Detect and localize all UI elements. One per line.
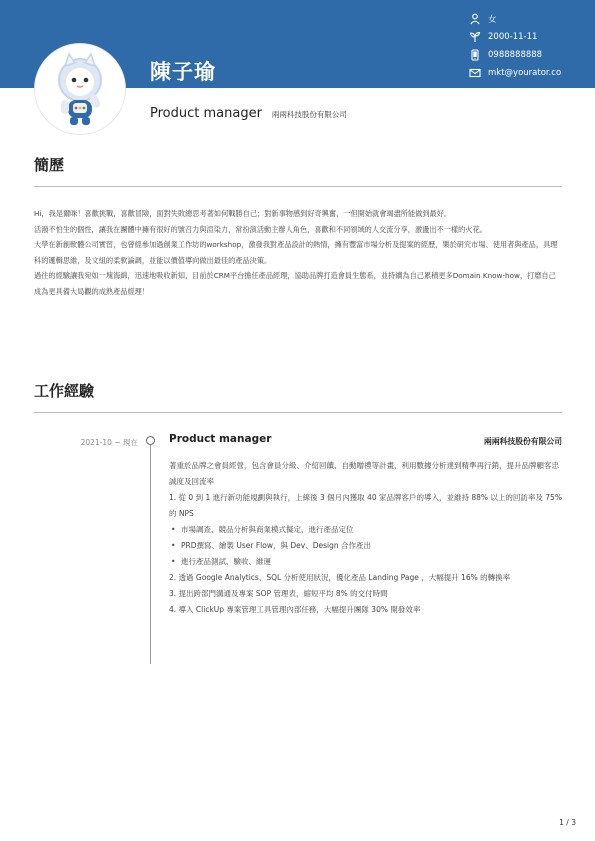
experience-bullet: [169, 522, 562, 538]
contact-phone: [469, 46, 561, 64]
experience-divider: [34, 412, 562, 413]
gender-value: 女: [488, 15, 497, 25]
headline-job-title: Product manager: [150, 106, 262, 121]
experience-point: 3. 提出跨部門溝通及專案 SOP 管理表，縮短平均 8% 的交付時間: [169, 589, 388, 598]
sprout-icon: [469, 31, 481, 43]
experience-point: 2. 透過 Google Analytics、SQL 分析使用狀況，優化產品 Landing Page ，大幅提升 16% 的轉換率: [169, 573, 511, 582]
phone-value[interactable]: 0988888888: [488, 50, 543, 60]
experience-company: 兩兩科技股份有限公司: [484, 437, 562, 446]
contact-email: [469, 64, 561, 82]
summary-paragraph: 活潑不怕生的個性，讓我在團體中擁有很好的號召力與渲染力，常扮演活動主辦人角色，喜歡和不同領域的人交流分享，激盪出不一樣的火花。: [34, 224, 487, 234]
summary-paragraph: Hi，我是爾咪！喜歡挑戰，喜歡冒險，面對失敗總思考著如何戰勝自己；對新事物感到好奇興奮，一但開始就會竭盡所能做到最好。: [34, 209, 452, 218]
headline: [150, 106, 347, 121]
contact-info: [469, 10, 561, 82]
page-number: 1 / 3: [559, 818, 576, 827]
timeline-line: [150, 438, 151, 664]
summary-heading: 簡歷: [34, 156, 65, 174]
contact-gender: [469, 10, 561, 28]
timeline-dot: [146, 436, 155, 445]
email-value[interactable]: mkt@yourator.co: [488, 68, 562, 78]
experience-description: [169, 458, 562, 618]
contact-birthday: [469, 28, 561, 46]
birthday-value: 2000-11-11: [488, 32, 538, 42]
experience-bullet-text: • 市場調查、競品分析與商業模式擬定，進行產品定位: [181, 525, 354, 534]
experience-title: Product manager: [169, 433, 272, 445]
experience-point: 4. 導入 ClickUp 專案管理工具管理內部任務，大幅提升團隊 30% 開發效率: [169, 605, 421, 614]
experience-intro: 著重於品牌之會員經營，包含會員分級、介紹回饋、自動贈禮等計畫，利用數據分析達到精準再行銷，提升品牌顧客忠誠度及回流率: [169, 461, 559, 486]
avatar: [35, 44, 125, 134]
experience-bullet-text: • 進行產品測試、驗收、維運: [181, 557, 271, 566]
mail-icon: [469, 67, 481, 79]
headline-company: 兩兩科技股份有限公司: [271, 110, 347, 119]
experience-period: 2021-10 ~ 現在: [80, 438, 138, 447]
candidate-name: 陳子瑜: [150, 60, 216, 84]
experience-bullet-text: • PRD撰寫、繪製 User Flow，與 Dev、Design 合作產出: [181, 541, 371, 550]
summary-divider: [34, 186, 562, 187]
experience-point: 1. 從 0 到 1 進行新功能規劃與執行，上線後 3 個月內獲取 40 家品牌客戶的導入，並維持 88% 以上的回訪率及 75% 的 NPS: [169, 493, 562, 518]
experience-heading: 工作經驗: [34, 382, 95, 400]
experience-bullet: [169, 554, 562, 570]
summary-paragraph: 大學在新創軟體公司實習，也曾經參加過創業工作坊的workshop，激發我對產品設計的熱情，擁有豐富市場分析及提案的經歷，樂於研究市場、使用者與產品，具理科的邏輯思維，及文組的柔軟論調，並能以價值導向做出最佳的產品決策。: [34, 240, 558, 265]
experience-bullet: [169, 538, 562, 554]
astronaut-cat-avatar-icon: [35, 44, 125, 134]
phone-icon: [469, 49, 481, 61]
summary-paragraph: 過往的經驗讓我宛如一塊海綿，迅速地吸收新知，目前於CRM平台擔任產品經理，協助品牌打造會員生態系，並持續為自己累積更多Domain Know-how，打磨自己成為更具備大局觀的成熟產品經理！: [34, 271, 556, 296]
summary-text: [34, 206, 562, 300]
person-icon: [469, 13, 481, 25]
